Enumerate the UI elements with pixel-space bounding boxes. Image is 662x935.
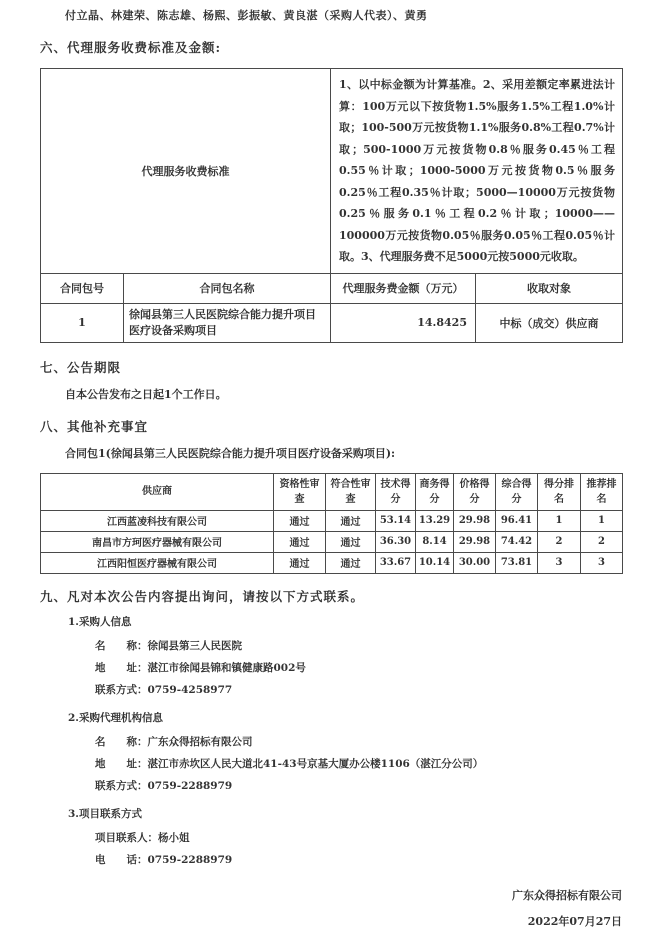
cell: 10.14: [416, 552, 454, 573]
committee-names: 付立晶、林建荣、陈志雄、杨熙、彭振敏、黄良湛（采购人代表）、黄勇: [65, 9, 428, 22]
signature-date: 2022年07月27日: [527, 914, 622, 928]
supplier-row: [41, 531, 623, 552]
col-conformity-review: 符合性审查: [326, 473, 376, 510]
purchaser-info: [68, 615, 622, 701]
section6-heading: 六、代理服务收费标准及金额:: [40, 40, 222, 55]
section8-body: 合同包1(徐闻县第三人民医院综合能力提升项目医疗设备采购项目):: [65, 446, 396, 460]
section7-body: 自本公告发布之日起1个工作日。: [65, 387, 227, 401]
section7-heading: 七、公告期限: [40, 359, 122, 375]
supplier-row: [41, 552, 623, 573]
agency-info: [68, 711, 622, 797]
cell: 3: [581, 552, 623, 573]
col-price-score: 价格得分: [454, 473, 496, 510]
cell: 2: [538, 531, 581, 552]
cell: 8.14: [416, 531, 454, 552]
supplier-score-table: [40, 473, 623, 574]
col-technical-score: 技术得分: [376, 473, 416, 510]
service-fee-amount: 14.8425: [331, 303, 476, 342]
cell: 13.29: [416, 510, 454, 531]
fee-col-package-name: 合同包名称: [124, 273, 331, 303]
cell: 通过: [274, 510, 326, 531]
supplier-name: 江西蓝凌科技有限公司: [41, 510, 274, 531]
cell: 通过: [326, 531, 376, 552]
supplier-name: 江西阳恒医疗器械有限公司: [41, 552, 274, 573]
cell: 29.98: [454, 531, 496, 552]
charge-target: 中标（成交）供应商: [476, 303, 623, 342]
score-table-header-row: [41, 473, 623, 510]
cell: 通过: [326, 510, 376, 531]
cell: 74.42: [496, 531, 538, 552]
cell: 通过: [274, 531, 326, 552]
cell: 2: [581, 531, 623, 552]
fee-standard-label: 代理服务收费标准: [41, 69, 331, 274]
project-contact-title: 3.项目联系方式: [68, 807, 142, 820]
agency-address: 地 址：湛江市赤坎区人民大道北41-43号京基大厦办公楼1106（湛江分公司）: [95, 757, 484, 770]
col-total-score: 综合得分: [496, 473, 538, 510]
fee-col-amount: 代理服务费金额（万元）: [331, 273, 476, 303]
cell: 96.41: [496, 510, 538, 531]
section8-heading: 八、其他补充事宜: [40, 418, 149, 434]
cell: 通过: [326, 552, 376, 573]
agency-name: 名 称：广东众得招标有限公司: [95, 735, 253, 748]
cell: 53.14: [376, 510, 416, 531]
package-name: 徐闻县第三人民医院综合能力提升项目医疗设备采购项目: [124, 303, 331, 342]
supplier-name: 南昌市方珂医疗器械有限公司: [41, 531, 274, 552]
fee-standard-text: 1、以中标金额为计算基准。2、采用差额定率累进法计算：100万元以下按货物1.5%服务1.5%工程1.0%计取；100-500万元按货物1.1%服务0.8%工程0.7%计取；500-1000万元按货物0.8％服务0.45％工程0.55％计取；1000-5000万元按货物0.5％服务0.25％工程0.35％计取；5000—10000万元按货物0.25％服务0.1％工程0.2％计取；10000——100000万元按货物0.05％服务0.05％工程0.05％计取。3、代理服务费不足5000元按5000元收取。: [331, 69, 623, 274]
purchaser-name: 名 称：徐闻县第三人民医院: [95, 639, 242, 652]
cell: 1: [538, 510, 581, 531]
col-recommend-rank: 推荐排名: [581, 473, 623, 510]
project-contact-person: 项目联系人：杨小姐: [95, 831, 190, 844]
cell: 73.81: [496, 552, 538, 573]
purchaser-info-title: 1.采购人信息: [68, 615, 132, 628]
cell: 30.00: [454, 552, 496, 573]
cell: 1: [581, 510, 623, 531]
agency-info-title: 2.采购代理机构信息: [68, 711, 163, 724]
agency-phone: 联系方式：0759-2288979: [95, 779, 233, 792]
cell: 3: [538, 552, 581, 573]
section9-heading: 九、凡对本次公告内容提出询问，请按以下方式联系。: [40, 588, 365, 604]
fee-col-package-no: 合同包号: [41, 273, 124, 303]
package-no: 1: [41, 303, 124, 342]
col-score-rank: 得分排名: [538, 473, 581, 510]
fee-standard-row: [41, 69, 623, 274]
cell: 36.30: [376, 531, 416, 552]
signature-block: [40, 883, 622, 935]
cell: 29.98: [454, 510, 496, 531]
fee-table-data-row: [41, 303, 623, 342]
col-business-score: 商务得分: [416, 473, 454, 510]
purchaser-address: 地 址：湛江市徐闻县锦和镇健康路002号: [95, 661, 306, 674]
col-qualification-review: 资格性审查: [274, 473, 326, 510]
fee-col-target: 收取对象: [476, 273, 623, 303]
signature-org: 广东众得招标有限公司: [512, 888, 622, 902]
project-contact-info: [68, 807, 622, 871]
purchaser-phone: 联系方式：0759-4258977: [95, 683, 233, 696]
fee-table-header-row: [41, 273, 623, 303]
cell: 通过: [274, 552, 326, 573]
fee-table: [40, 68, 623, 343]
supplier-row: [41, 510, 623, 531]
project-contact-phone: 电 话：0759-2288979: [95, 853, 233, 866]
cell: 33.67: [376, 552, 416, 573]
col-supplier: 供应商: [41, 473, 274, 510]
